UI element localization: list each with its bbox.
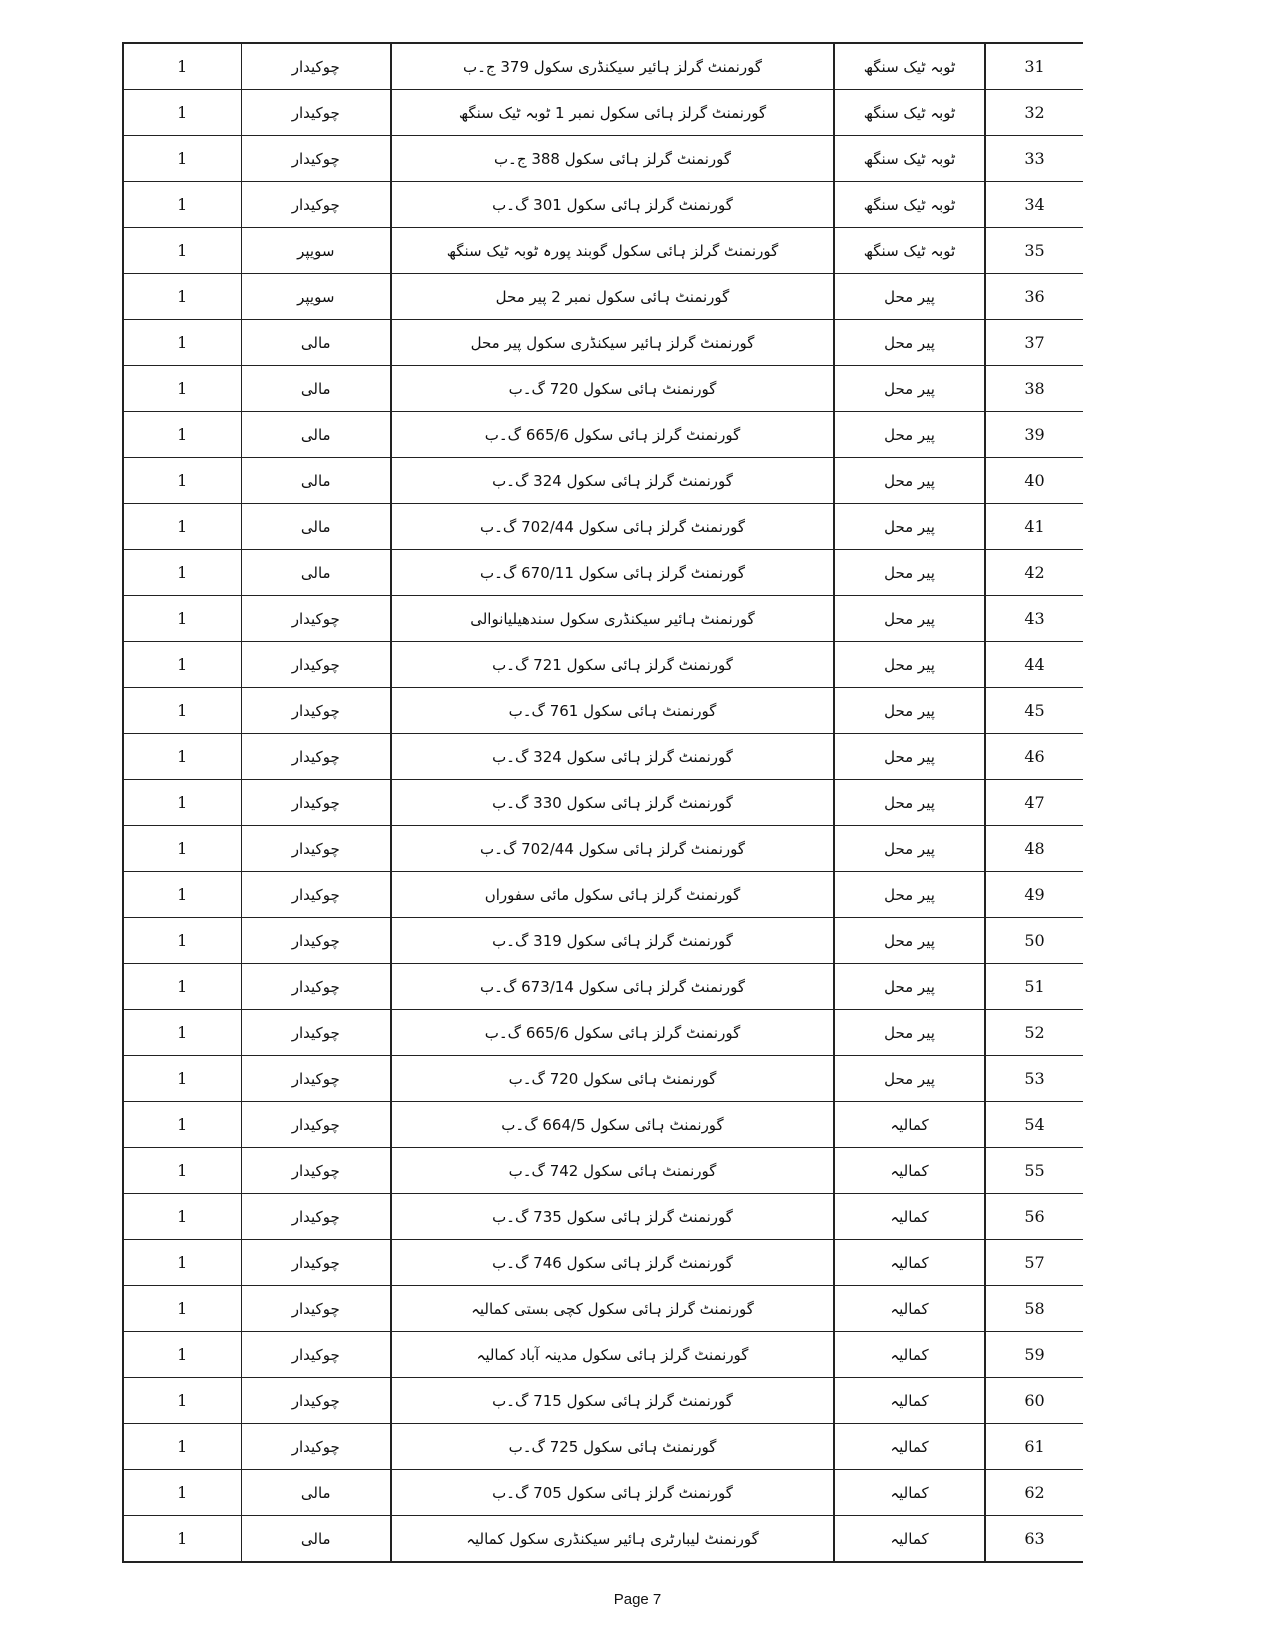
- table-row: [123, 1102, 1083, 1148]
- serial-cell: 54: [985, 1102, 1083, 1148]
- school-cell: گورنمنٹ گرلز ہائی سکول 665/6 گ۔ب: [391, 412, 834, 458]
- school-cell: گورنمنٹ لیبارٹری ہائیر سیکنڈری سکول کمالیہ: [391, 1516, 834, 1563]
- tehsil-cell: پیر محل: [834, 734, 985, 780]
- table-row: [123, 1010, 1083, 1056]
- tehsil-cell: ٹوبہ ٹیک سنگھ: [834, 182, 985, 228]
- school-cell: گورنمنٹ گرلز ہائی سکول 388 ج۔ب: [391, 136, 834, 182]
- post-cell: مالی: [241, 412, 391, 458]
- table-row: [123, 1332, 1083, 1378]
- serial-cell: 58: [985, 1286, 1083, 1332]
- serial-cell: 45: [985, 688, 1083, 734]
- school-cell: گورنمنٹ ہائی سکول 761 گ۔ب: [391, 688, 834, 734]
- school-cell: گورنمنٹ ہائی سکول 742 گ۔ب: [391, 1148, 834, 1194]
- table-row: [123, 596, 1083, 642]
- serial-cell: 55: [985, 1148, 1083, 1194]
- post-cell: مالی: [241, 320, 391, 366]
- table-row: [123, 412, 1083, 458]
- serial-cell: 39: [985, 412, 1083, 458]
- serial-cell: 50: [985, 918, 1083, 964]
- post-cell: چوکیدار: [241, 1424, 391, 1470]
- count-cell: 1: [123, 918, 241, 964]
- count-cell: 1: [123, 1102, 241, 1148]
- school-cell: گورنمنٹ گرلز ہائی سکول 702/44 گ۔ب: [391, 826, 834, 872]
- tehsil-cell: کمالیہ: [834, 1424, 985, 1470]
- post-cell: سویپر: [241, 228, 391, 274]
- count-cell: 1: [123, 1056, 241, 1102]
- post-cell: چوکیدار: [241, 1378, 391, 1424]
- post-cell: چوکیدار: [241, 596, 391, 642]
- serial-cell: 32: [985, 90, 1083, 136]
- table-row: [123, 228, 1083, 274]
- post-cell: چوکیدار: [241, 90, 391, 136]
- post-cell: چوکیدار: [241, 1240, 391, 1286]
- count-cell: 1: [123, 1378, 241, 1424]
- serial-cell: 47: [985, 780, 1083, 826]
- table-row: [123, 90, 1083, 136]
- table-row: [123, 1194, 1083, 1240]
- tehsil-cell: کمالیہ: [834, 1378, 985, 1424]
- tehsil-cell: کمالیہ: [834, 1148, 985, 1194]
- table-row: [123, 918, 1083, 964]
- table-row: [123, 734, 1083, 780]
- post-cell: مالی: [241, 1516, 391, 1563]
- school-cell: گورنمنٹ گرلز ہائی سکول 721 گ۔ب: [391, 642, 834, 688]
- tehsil-cell: پیر محل: [834, 596, 985, 642]
- serial-cell: 44: [985, 642, 1083, 688]
- school-cell: گورنمنٹ گرلز ہائی سکول 673/14 گ۔ب: [391, 964, 834, 1010]
- serial-cell: 34: [985, 182, 1083, 228]
- count-cell: 1: [123, 872, 241, 918]
- serial-cell: 31: [985, 43, 1083, 90]
- post-cell: چوکیدار: [241, 688, 391, 734]
- serial-cell: 63: [985, 1516, 1083, 1563]
- post-cell: مالی: [241, 550, 391, 596]
- count-cell: 1: [123, 1332, 241, 1378]
- school-cell: گورنمنٹ ہائیر سیکنڈری سکول سندھیلیانوالی: [391, 596, 834, 642]
- serial-cell: 57: [985, 1240, 1083, 1286]
- school-cell: گورنمنٹ گرلز ہائی سکول مائی سفوراں: [391, 872, 834, 918]
- school-cell: گورنمنٹ گرلز ہائی سکول کچی بستی کمالیہ: [391, 1286, 834, 1332]
- count-cell: 1: [123, 550, 241, 596]
- school-cell: گورنمنٹ گرلز ہائی سکول 301 گ۔ب: [391, 182, 834, 228]
- school-cell: گورنمنٹ گرلز ہائی سکول 324 گ۔ب: [391, 458, 834, 504]
- serial-cell: 33: [985, 136, 1083, 182]
- count-cell: 1: [123, 320, 241, 366]
- count-cell: 1: [123, 1516, 241, 1563]
- tehsil-cell: پیر محل: [834, 1056, 985, 1102]
- tehsil-cell: پیر محل: [834, 964, 985, 1010]
- count-cell: 1: [123, 1286, 241, 1332]
- school-cell: گورنمنٹ گرلز ہائی سکول 324 گ۔ب: [391, 734, 834, 780]
- count-cell: 1: [123, 826, 241, 872]
- count-cell: 1: [123, 1424, 241, 1470]
- serial-cell: 48: [985, 826, 1083, 872]
- table-row: [123, 688, 1083, 734]
- table-row: [123, 366, 1083, 412]
- tehsil-cell: پیر محل: [834, 780, 985, 826]
- post-cell: سویپر: [241, 274, 391, 320]
- count-cell: 1: [123, 642, 241, 688]
- post-cell: چوکیدار: [241, 1194, 391, 1240]
- tehsil-cell: ٹوبہ ٹیک سنگھ: [834, 228, 985, 274]
- count-cell: 1: [123, 1470, 241, 1516]
- count-cell: 1: [123, 366, 241, 412]
- tehsil-cell: پیر محل: [834, 688, 985, 734]
- post-cell: مالی: [241, 1470, 391, 1516]
- post-cell: چوکیدار: [241, 1148, 391, 1194]
- post-cell: چوکیدار: [241, 1010, 391, 1056]
- table-row: [123, 182, 1083, 228]
- post-cell: چوکیدار: [241, 780, 391, 826]
- post-cell: چوکیدار: [241, 1102, 391, 1148]
- serial-cell: 60: [985, 1378, 1083, 1424]
- table-row: [123, 1378, 1083, 1424]
- count-cell: 1: [123, 504, 241, 550]
- tehsil-cell: کمالیہ: [834, 1332, 985, 1378]
- school-cell: گورنمنٹ گرلز ہائی سکول 665/6 گ۔ب: [391, 1010, 834, 1056]
- table-row: [123, 43, 1083, 90]
- count-cell: 1: [123, 780, 241, 826]
- table-row: [123, 136, 1083, 182]
- count-cell: 1: [123, 1194, 241, 1240]
- post-cell: چوکیدار: [241, 1286, 391, 1332]
- school-cell: گورنمنٹ گرلز ہائی سکول 705 گ۔ب: [391, 1470, 834, 1516]
- table-row: [123, 964, 1083, 1010]
- school-cell: گورنمنٹ ہائی سکول 720 گ۔ب: [391, 1056, 834, 1102]
- school-cell: گورنمنٹ گرلز ہائیر سیکنڈری سکول پیر محل: [391, 320, 834, 366]
- tehsil-cell: ٹوبہ ٹیک سنگھ: [834, 136, 985, 182]
- serial-cell: 62: [985, 1470, 1083, 1516]
- count-cell: 1: [123, 274, 241, 320]
- post-cell: چوکیدار: [241, 918, 391, 964]
- table-row: [123, 1148, 1083, 1194]
- serial-cell: 56: [985, 1194, 1083, 1240]
- tehsil-cell: پیر محل: [834, 412, 985, 458]
- post-cell: چوکیدار: [241, 43, 391, 90]
- count-cell: 1: [123, 734, 241, 780]
- count-cell: 1: [123, 182, 241, 228]
- count-cell: 1: [123, 43, 241, 90]
- table-row: [123, 1286, 1083, 1332]
- school-cell: گورنمنٹ گرلز ہائی سکول گوبند پورہ ٹوبہ ٹیک سنگھ: [391, 228, 834, 274]
- school-cell: گورنمنٹ ہائی سکول 664/5 گ۔ب: [391, 1102, 834, 1148]
- post-cell: چوکیدار: [241, 872, 391, 918]
- serial-cell: 59: [985, 1332, 1083, 1378]
- serial-cell: 40: [985, 458, 1083, 504]
- school-cell: گورنمنٹ گرلز ہائی سکول 735 گ۔ب: [391, 1194, 834, 1240]
- serial-cell: 52: [985, 1010, 1083, 1056]
- tehsil-cell: ٹوبہ ٹیک سنگھ: [834, 90, 985, 136]
- count-cell: 1: [123, 688, 241, 734]
- count-cell: 1: [123, 1240, 241, 1286]
- count-cell: 1: [123, 1010, 241, 1056]
- table-row: [123, 504, 1083, 550]
- post-cell: مالی: [241, 458, 391, 504]
- post-cell: چوکیدار: [241, 826, 391, 872]
- school-cell: گورنمنٹ گرلز ہائی سکول 702/44 گ۔ب: [391, 504, 834, 550]
- school-cell: گورنمنٹ ہائی سکول 725 گ۔ب: [391, 1424, 834, 1470]
- tehsil-cell: کمالیہ: [834, 1516, 985, 1563]
- school-cell: گورنمنٹ گرلز ہائی سکول 330 گ۔ب: [391, 780, 834, 826]
- tehsil-cell: پیر محل: [834, 1010, 985, 1056]
- tehsil-cell: کمالیہ: [834, 1102, 985, 1148]
- serial-cell: 42: [985, 550, 1083, 596]
- tehsil-cell: ٹوبہ ٹیک سنگھ: [834, 43, 985, 90]
- tehsil-cell: پیر محل: [834, 550, 985, 596]
- school-cell: گورنمنٹ گرلز ہائی سکول 746 گ۔ب: [391, 1240, 834, 1286]
- count-cell: 1: [123, 90, 241, 136]
- post-cell: چوکیدار: [241, 136, 391, 182]
- school-cell: گورنمنٹ گرلز ہائیر سیکنڈری سکول 379 ج۔ب: [391, 43, 834, 90]
- school-cell: گورنمنٹ گرلز ہائی سکول 670/11 گ۔ب: [391, 550, 834, 596]
- tehsil-cell: پیر محل: [834, 918, 985, 964]
- serial-cell: 35: [985, 228, 1083, 274]
- table-row: [123, 642, 1083, 688]
- post-cell: چوکیدار: [241, 642, 391, 688]
- tehsil-cell: پیر محل: [834, 320, 985, 366]
- post-cell: مالی: [241, 504, 391, 550]
- tehsil-cell: کمالیہ: [834, 1470, 985, 1516]
- table-row: [123, 320, 1083, 366]
- tehsil-cell: کمالیہ: [834, 1286, 985, 1332]
- tehsil-cell: پیر محل: [834, 274, 985, 320]
- tehsil-cell: پیر محل: [834, 366, 985, 412]
- serial-cell: 46: [985, 734, 1083, 780]
- table-body: [123, 43, 1083, 1562]
- tehsil-cell: پیر محل: [834, 872, 985, 918]
- tehsil-cell: کمالیہ: [834, 1194, 985, 1240]
- table-row: [123, 274, 1083, 320]
- serial-cell: 36: [985, 274, 1083, 320]
- serial-cell: 49: [985, 872, 1083, 918]
- tehsil-cell: پیر محل: [834, 642, 985, 688]
- post-cell: چوکیدار: [241, 964, 391, 1010]
- serial-cell: 51: [985, 964, 1083, 1010]
- post-cell: چوکیدار: [241, 182, 391, 228]
- tehsil-cell: پیر محل: [834, 826, 985, 872]
- post-cell: چوکیدار: [241, 734, 391, 780]
- posts-table: [122, 42, 1083, 1563]
- count-cell: 1: [123, 1148, 241, 1194]
- table-row: [123, 826, 1083, 872]
- school-cell: گورنمنٹ ہائی سکول 720 گ۔ب: [391, 366, 834, 412]
- table-row: [123, 1516, 1083, 1563]
- tehsil-cell: پیر محل: [834, 458, 985, 504]
- table-row: [123, 458, 1083, 504]
- table-row: [123, 872, 1083, 918]
- table-row: [123, 550, 1083, 596]
- count-cell: 1: [123, 964, 241, 1010]
- school-cell: گورنمنٹ گرلز ہائی سکول نمبر 1 ٹوبہ ٹیک سنگھ: [391, 90, 834, 136]
- post-cell: چوکیدار: [241, 1332, 391, 1378]
- page-number: Page 7: [613, 1591, 662, 1608]
- count-cell: 1: [123, 228, 241, 274]
- table-row: [123, 1470, 1083, 1516]
- serial-cell: 61: [985, 1424, 1083, 1470]
- count-cell: 1: [123, 136, 241, 182]
- post-cell: چوکیدار: [241, 1056, 391, 1102]
- tehsil-cell: کمالیہ: [834, 1240, 985, 1286]
- tehsil-cell: پیر محل: [834, 504, 985, 550]
- serial-cell: 53: [985, 1056, 1083, 1102]
- table-row: [123, 780, 1083, 826]
- count-cell: 1: [123, 596, 241, 642]
- serial-cell: 38: [985, 366, 1083, 412]
- table-row: [123, 1056, 1083, 1102]
- school-cell: گورنمنٹ گرلز ہائی سکول مدینہ آباد کمالیہ: [391, 1332, 834, 1378]
- table-row: [123, 1424, 1083, 1470]
- serial-cell: 37: [985, 320, 1083, 366]
- school-cell: گورنمنٹ گرلز ہائی سکول 319 گ۔ب: [391, 918, 834, 964]
- school-cell: گورنمنٹ ہائی سکول نمبر 2 پیر محل: [391, 274, 834, 320]
- count-cell: 1: [123, 458, 241, 504]
- serial-cell: 41: [985, 504, 1083, 550]
- count-cell: 1: [123, 412, 241, 458]
- school-cell: گورنمنٹ گرلز ہائی سکول 715 گ۔ب: [391, 1378, 834, 1424]
- serial-cell: 43: [985, 596, 1083, 642]
- table-row: [123, 1240, 1083, 1286]
- post-cell: مالی: [241, 366, 391, 412]
